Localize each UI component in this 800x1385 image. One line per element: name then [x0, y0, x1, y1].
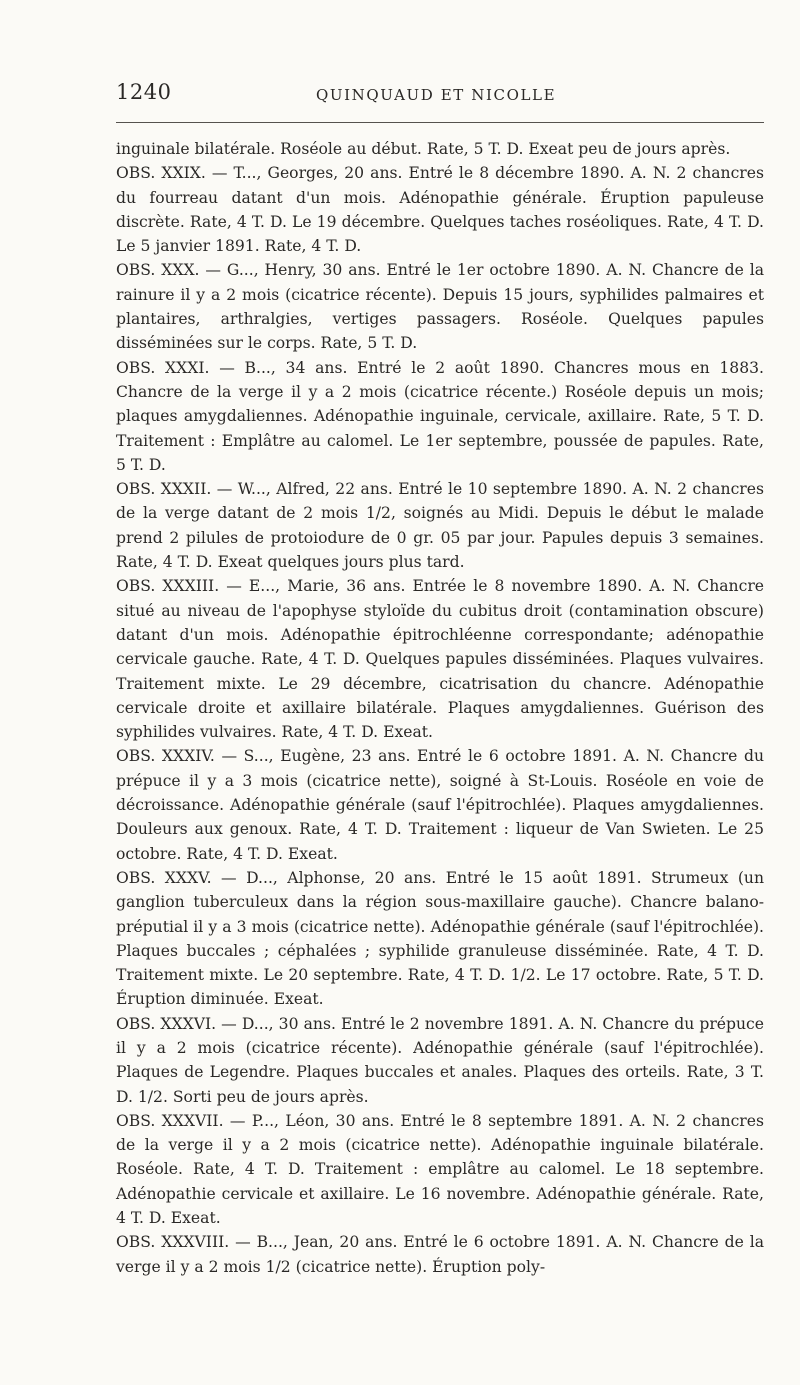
observation-xxx: OBS. XXX. — G..., Henry, 30 ans. Entré le 1er octobre 1890. A. N. Chancre de la rainure il y a 2 mois (cicatrice récente). Depuis 15 jours, syphilides palmaires et plantaires, arthralgies, vertiges passagers. Roséole. Quelques papules disséminées sur le corps. Rate, 5 T. D. — [116, 261, 764, 353]
observation-xxxii: OBS. XXXII. — W..., Alfred, 22 ans. Entré le 10 septembre 1890. A. N. 2 chancres de la verge datant de 2 mois 1/2, soignés au Midi. Depuis le début le malade prend 2 pilules de protoiodure de 0 gr. 05 par jour. Papules depuis 3 semaines. Rate, 4 T. D. Exeat quelques jours plus tard. — [116, 480, 764, 572]
observation-xxxi: OBS. XXXI. — B..., 34 ans. Entré le 2 août 1890. Chancres mous en 1883. Chancre de la verge il y a 2 mois (cicatrice récente.) Roséole depuis un mois; plaques amygdaliennes. Adénopathie inguinale, cervicale, axillaire. Rate, 5 T. D. Traitement : Emplâtre au calomel. Le 1er septembre, poussée de papules. Rate, 5 T. D. — [116, 358, 764, 474]
observation-xxxviii: OBS. XXXVIII. — B..., Jean, 20 ans. Entré le 6 octobre 1891. A. N. Chancre de la verge il y a 2 mois 1/2 (cicatrice nette). Éruption poly- — [116, 1233, 764, 1276]
running-title: QUINQUAUD ET NICOLLE — [316, 86, 557, 104]
observation-xxxvi: OBS. XXXVI. — D..., 30 ans. Entré le 2 novembre 1891. A. N. Chancre du prépuce il y a 2 mois (cicatrice récente). Adénopathie générale (sauf l'épitrochlée). Plaques de Legendre. Plaques buccales et anales. Plaques des orteils. Rate, 3 T. D. 1/2. Sorti peu de jours après. — [116, 1014, 764, 1106]
observation-xxix: OBS. XXIX. — T..., Georges, 20 ans. Entré le 8 décembre 1890. A. N. 2 chancres du fourreau datant d'un mois. Adénopathie générale. Éruption papuleuse discrète. Rate, 4 T. D. Le 19 décembre. Quelques taches roséoliques. Rate, 4 T. D. Le 5 janvier 1891. Rate, 4 T. D. — [116, 164, 764, 256]
page-header — [116, 80, 766, 112]
observation-xxxvii: OBS. XXXVII. — P..., Léon, 30 ans. Entré le 8 septembre 1891. A. N. 2 chancres de la verge il y a 2 mois (cicatrice nette). Adénopathie inguinale bilatérale. Roséole. Rate, 4 T. D. Traitement : emplâtre au calomel. Le 18 septembre. Adénopathie cervicale et axillaire. Le 16 novembre. Adénopathie générale. Rate, 4 T. D. Exeat. — [116, 1111, 764, 1228]
paragraph-continued: inguinale bilatérale. Roséole au début. Rate, 5 T. D. Exeat peu de jours après. — [116, 140, 731, 158]
observation-xxxiv: OBS. XXXIV. — S..., Eugène, 23 ans. Entré le 6 octobre 1891. A. N. Chancre du prépuce il y a 3 mois (cicatrice nette), soigné à St-Louis. Roséole en voie de décroissance. Adénopathie générale (sauf l'épitrochlée). Plaques amygdaliennes. Douleurs aux genoux. Rate, 4 T. D. Traitement : liqueur de Van Swieten. Le 25 octobre. Rate, 4 T. D. Exeat. — [116, 747, 764, 863]
page-number: 1240 — [116, 80, 172, 104]
body-text — [116, 137, 764, 1279]
header-rule — [116, 122, 764, 123]
observation-xxxiii: OBS. XXXIII. — E..., Marie, 36 ans. Entrée le 8 novembre 1890. A. N. Chancre situé au niveau de l'apophyse styloïde du cubitus droit (contamination obscure) datant d'un mois. Adénopathie épitrochléenne correspondante; adénopathie cervicale gauche. Rate, 4 T. D. Quelques papules disséminées. Plaques vulvaires. Traitement mixte. Le 29 décembre, cicatrisation du chancre. Adénopathie cervicale droite et axillaire bilatérale. Plaques amygdaliennes. Guérison des syphilides vulvaires. Rate, 4 T. D. Exeat. — [116, 577, 764, 742]
observation-xxxv: OBS. XXXV. — D..., Alphonse, 20 ans. Entré le 15 août 1891. Strumeux (un ganglion tuberculeux dans la région sous-maxillaire gauche). Chancre balano-préputial il y a 3 mois (cicatrice nette). Adénopathie générale (sauf l'épitrochlée). Plaques buccales ; céphalées ; syphilide granuleuse disséminée. Rate, 4 T. D. Traitement mixte. Le 20 septembre. Rate, 4 T. D. 1/2. Le 17 octobre. Rate, 5 T. D. Éruption diminuée. Exeat. — [116, 868, 764, 1009]
